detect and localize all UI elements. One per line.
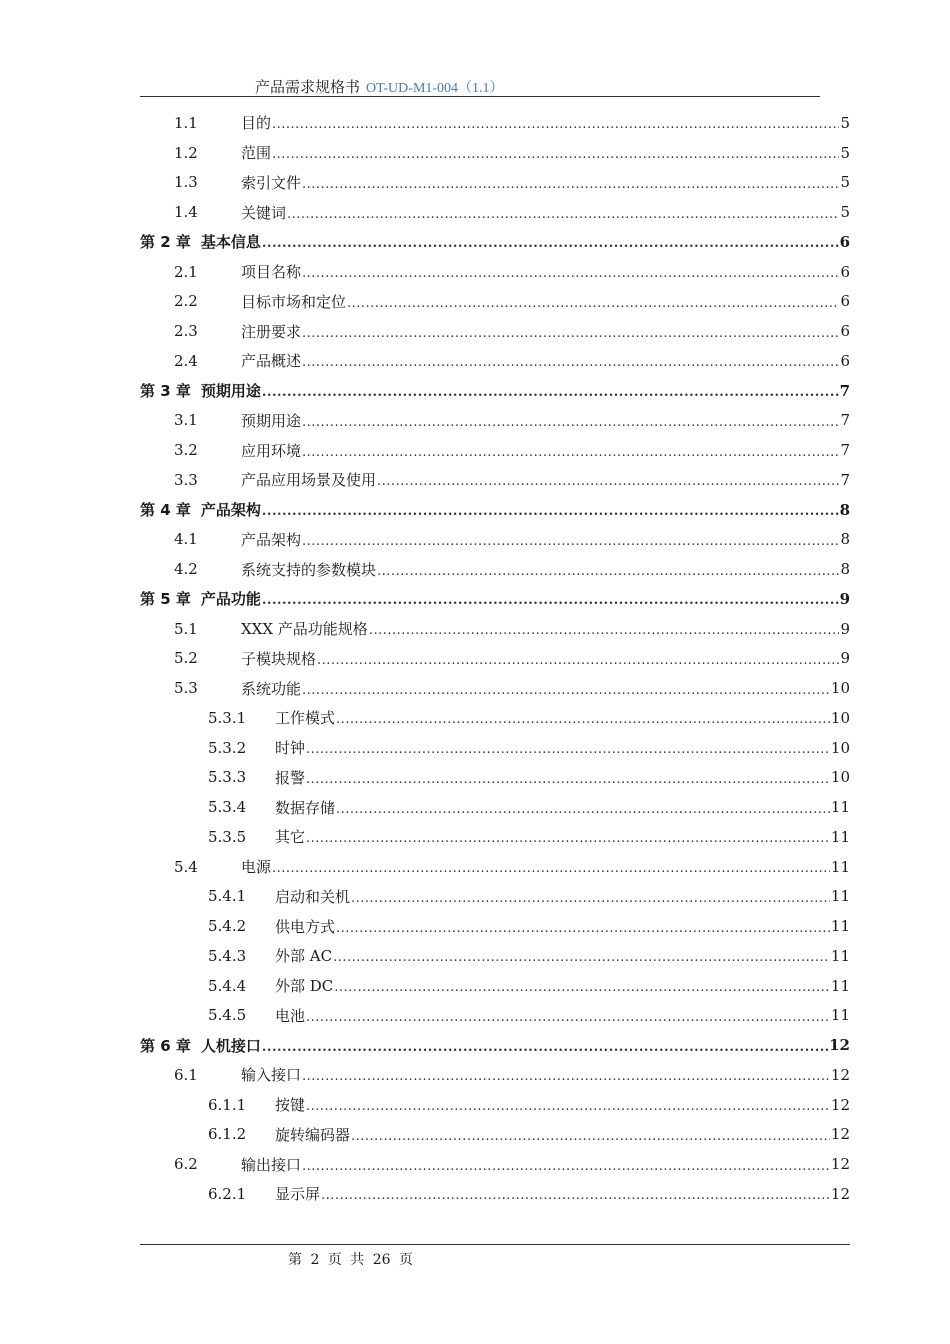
toc-entry[interactable]	[140, 852, 850, 882]
toc-entry-title: 供电方式	[275, 917, 336, 936]
toc-entry-page: 11	[830, 798, 850, 817]
toc-entry-number: 5.3.5	[208, 827, 247, 846]
toc-dot-leader	[262, 236, 839, 251]
toc-entry[interactable]	[140, 168, 850, 198]
toc-entry-page: 7	[839, 381, 850, 400]
toc-entry-page: 8	[840, 530, 850, 549]
toc-entry[interactable]	[140, 435, 850, 465]
toc-entry-title: 显示屏	[275, 1185, 321, 1204]
toc-entry[interactable]	[140, 316, 850, 346]
toc-entry-page: 6	[840, 322, 850, 341]
toc-entry-title: 系统功能	[241, 679, 302, 698]
toc-dot-leader	[302, 177, 839, 192]
toc-dot-leader	[369, 623, 840, 638]
toc-entry-page: 11	[830, 1006, 850, 1025]
toc-dot-leader	[321, 1188, 830, 1203]
toc-entry-page: 6	[840, 292, 850, 311]
toc-dot-leader	[262, 385, 839, 400]
toc-dot-leader	[351, 1129, 830, 1144]
toc-entry-title: 数据存储	[275, 798, 336, 817]
header-title-group	[255, 76, 504, 97]
toc-dot-leader	[302, 445, 839, 460]
toc-entry-number: 5.4.3	[208, 946, 247, 965]
toc-entry[interactable]	[140, 1120, 850, 1150]
toc-entry-number: 6.1	[174, 1065, 198, 1084]
toc-entry[interactable]	[140, 941, 850, 971]
toc-dot-leader	[334, 980, 830, 995]
toc-entry-page: 11	[830, 946, 850, 965]
toc-dot-leader	[302, 415, 839, 430]
toc-entry[interactable]	[140, 763, 850, 793]
toc-entry-page: 10	[830, 738, 850, 757]
toc-entry-title: 人机接口	[200, 1036, 261, 1055]
toc-entry-number: 5.4.2	[208, 917, 247, 936]
toc-dot-leader	[272, 861, 830, 876]
toc-entry-number: 5.4.5	[208, 1006, 247, 1025]
toc-dot-leader	[302, 1159, 830, 1174]
toc-entry-page: 5	[840, 173, 850, 192]
toc-entry-number: 4.2	[174, 560, 198, 579]
toc-entry-number: 第 4 章	[140, 501, 191, 520]
toc-entry-number: 5.3.1	[208, 708, 247, 727]
toc-dot-leader	[306, 742, 830, 757]
toc-entry-number: 3.1	[174, 411, 198, 430]
toc-entry-page: 9	[839, 589, 850, 608]
toc-dot-leader	[262, 1040, 828, 1055]
toc-entry-number: 5.3.4	[208, 798, 247, 817]
toc-entry-number: 1.3	[174, 173, 198, 192]
toc-entry-title: 其它	[275, 828, 306, 847]
toc-dot-leader	[377, 474, 839, 489]
toc-entry-page: 6	[840, 262, 850, 281]
toc-dot-leader	[287, 207, 839, 222]
toc-entry[interactable]	[140, 644, 850, 674]
toc-entry-title: 预期用途	[241, 411, 302, 430]
toc-entry-title: 输入接口	[241, 1066, 302, 1085]
table-of-contents	[140, 108, 850, 1209]
toc-entry-title: 旋转编码器	[275, 1125, 351, 1144]
toc-entry-page: 11	[830, 917, 850, 936]
toc-entry-number: 5.3.2	[208, 738, 247, 757]
toc-entry-number: 4.1	[174, 530, 198, 549]
toc-entry-page: 8	[839, 500, 850, 519]
toc-dot-leader	[302, 266, 839, 281]
toc-entry[interactable]	[140, 584, 850, 614]
toc-dot-leader	[302, 326, 839, 341]
toc-dot-leader	[262, 504, 839, 519]
toc-entry-page: 7	[840, 411, 850, 430]
toc-entry-title: 索引文件	[241, 173, 302, 192]
toc-entry-number: 5.3.3	[208, 768, 247, 787]
toc-dot-leader	[262, 593, 839, 608]
toc-entry-title: 启动和关机	[275, 887, 351, 906]
toc-dot-leader	[306, 831, 830, 846]
toc-entry[interactable]	[140, 1149, 850, 1179]
toc-entry-title: 时钟	[275, 739, 306, 758]
toc-entry-page: 5	[840, 113, 850, 132]
toc-entry-number: 5.4	[174, 857, 198, 876]
toc-dot-leader	[317, 653, 839, 668]
toc-entry-page: 7	[840, 441, 850, 460]
toc-entry-page: 11	[830, 887, 850, 906]
toc-entry-page: 11	[830, 976, 850, 995]
toc-entry-page: 12	[830, 1184, 850, 1203]
toc-entry-title: 系统支持的参数模块	[241, 560, 377, 579]
toc-dot-leader	[306, 1099, 830, 1114]
toc-entry-number: 1.1	[174, 113, 198, 132]
toc-dot-leader	[302, 683, 830, 698]
toc-entry[interactable]	[140, 554, 850, 584]
toc-entry[interactable]	[140, 227, 850, 257]
toc-entry-number: 第 3 章	[140, 382, 191, 401]
toc-entry-title: 基本信息	[200, 233, 261, 252]
toc-entry-page: 12	[830, 1065, 850, 1084]
toc-entry-title: 注册要求	[241, 322, 302, 341]
document-code: OT-UD-M1-004（1.1）	[366, 81, 504, 96]
toc-entry-page: 11	[830, 857, 850, 876]
toc-entry[interactable]	[140, 882, 850, 912]
toc-entry[interactable]	[140, 1030, 850, 1060]
toc-entry[interactable]	[140, 1090, 850, 1120]
toc-entry-title: 产品架构	[200, 501, 261, 520]
toc-entry-number: 2.1	[174, 262, 198, 281]
toc-entry-title: 工作模式	[275, 709, 336, 728]
toc-entry-page: 10	[830, 679, 850, 698]
toc-entry-number: 6.1.1	[208, 1095, 247, 1114]
toc-entry-page: 12	[830, 1125, 850, 1144]
toc-dot-leader	[336, 802, 830, 817]
toc-entry-title: 输出接口	[241, 1155, 302, 1174]
toc-entry-number: 2.3	[174, 322, 198, 341]
toc-entry[interactable]	[140, 257, 850, 287]
document-title: 产品需求规格书	[255, 78, 361, 96]
toc-entry-page: 6	[839, 232, 850, 251]
toc-entry[interactable]	[140, 1179, 850, 1209]
toc-entry-number: 1.4	[174, 203, 198, 222]
toc-entry[interactable]	[140, 525, 850, 555]
toc-entry[interactable]	[140, 703, 850, 733]
toc-dot-leader	[306, 1010, 830, 1025]
toc-entry[interactable]	[140, 138, 850, 168]
toc-entry-title: 产品概述	[241, 352, 302, 371]
toc-entry-title: 范围	[241, 144, 272, 163]
toc-entry-page: 10	[830, 708, 850, 727]
toc-entry-number: 6.2.1	[208, 1184, 247, 1203]
toc-entry-page: 7	[840, 470, 850, 489]
toc-entry-page: 12	[829, 1036, 850, 1055]
toc-dot-leader	[347, 296, 839, 311]
toc-entry-number: 5.3	[174, 679, 198, 698]
toc-entry[interactable]	[140, 673, 850, 703]
toc-entry-page: 8	[840, 560, 850, 579]
toc-entry-page: 12	[830, 1155, 850, 1174]
toc-entry[interactable]	[140, 1001, 850, 1031]
toc-dot-leader	[272, 147, 839, 162]
toc-entry-title: 报警	[275, 768, 306, 787]
toc-dot-leader	[336, 921, 830, 936]
toc-dot-leader	[302, 1069, 830, 1084]
toc-entry-page: 11	[830, 827, 850, 846]
toc-entry-title: 子模块规格	[241, 649, 317, 668]
toc-dot-leader	[336, 712, 830, 727]
toc-entry-title: 按键	[275, 1096, 306, 1115]
toc-entry[interactable]	[140, 822, 850, 852]
toc-entry-title: 关键词	[241, 203, 287, 222]
toc-entry-number: 第 2 章	[140, 233, 191, 252]
toc-entry-title: 产品应用场景及使用	[241, 471, 377, 490]
toc-entry-title: 预期用途	[200, 382, 261, 401]
toc-dot-leader	[302, 534, 839, 549]
toc-entry[interactable]	[140, 733, 850, 763]
toc-entry-number: 第 6 章	[140, 1036, 191, 1055]
toc-dot-leader	[333, 950, 830, 965]
toc-entry-number: 3.2	[174, 441, 198, 460]
toc-dot-leader	[377, 564, 839, 579]
toc-entry[interactable]	[140, 287, 850, 317]
toc-entry-title: XXX 产品功能规格	[241, 620, 368, 639]
toc-entry-title: 外部 AC	[275, 947, 333, 966]
toc-entry-number: 5.1	[174, 619, 198, 638]
toc-entry[interactable]	[140, 465, 850, 495]
toc-entry-title: 电源	[241, 858, 272, 877]
toc-entry[interactable]	[140, 376, 850, 406]
toc-entry-number: 5.4.1	[208, 887, 247, 906]
page-header	[140, 76, 820, 97]
toc-entry[interactable]	[140, 614, 850, 644]
toc-entry-page: 5	[840, 143, 850, 162]
toc-entry-title: 产品架构	[241, 530, 302, 549]
toc-entry-number: 2.2	[174, 292, 198, 311]
toc-entry-number: 1.2	[174, 143, 198, 162]
toc-entry[interactable]	[140, 346, 850, 376]
toc-entry[interactable]	[140, 495, 850, 525]
page-number-text: 第 2 页 共 26 页	[288, 1252, 413, 1268]
toc-entry-page: 6	[840, 351, 850, 370]
toc-entry[interactable]	[140, 792, 850, 822]
toc-entry[interactable]	[140, 911, 850, 941]
toc-entry[interactable]	[140, 197, 850, 227]
toc-entry-title: 目的	[241, 114, 272, 133]
toc-entry-page: 9	[840, 619, 850, 638]
toc-entry[interactable]	[140, 108, 850, 138]
toc-entry-number: 5.4.4	[208, 976, 247, 995]
toc-dot-leader	[272, 117, 839, 132]
toc-entry-number: 第 5 章	[140, 590, 191, 609]
toc-entry-title: 目标市场和定位	[241, 292, 347, 311]
toc-dot-leader	[302, 355, 839, 370]
toc-entry-title: 项目名称	[241, 263, 302, 282]
toc-entry-page: 5	[840, 203, 850, 222]
toc-dot-leader	[306, 772, 830, 787]
toc-entry-number: 5.2	[174, 649, 198, 668]
toc-entry-title: 电池	[275, 1006, 306, 1025]
toc-dot-leader	[351, 891, 830, 906]
toc-entry-page: 10	[830, 768, 850, 787]
toc-entry[interactable]	[140, 406, 850, 436]
toc-entry-number: 2.4	[174, 351, 198, 370]
toc-entry-number: 3.3	[174, 470, 198, 489]
toc-entry-title: 外部 DC	[275, 977, 334, 996]
toc-entry[interactable]	[140, 971, 850, 1001]
page-footer	[140, 1244, 850, 1268]
toc-entry-page: 12	[830, 1095, 850, 1114]
toc-entry[interactable]	[140, 1060, 850, 1090]
toc-entry-page: 9	[840, 649, 850, 668]
toc-entry-number: 6.2	[174, 1155, 198, 1174]
toc-entry-title: 应用环境	[241, 441, 302, 460]
toc-entry-title: 产品功能	[200, 590, 261, 609]
toc-entry-number: 6.1.2	[208, 1125, 247, 1144]
